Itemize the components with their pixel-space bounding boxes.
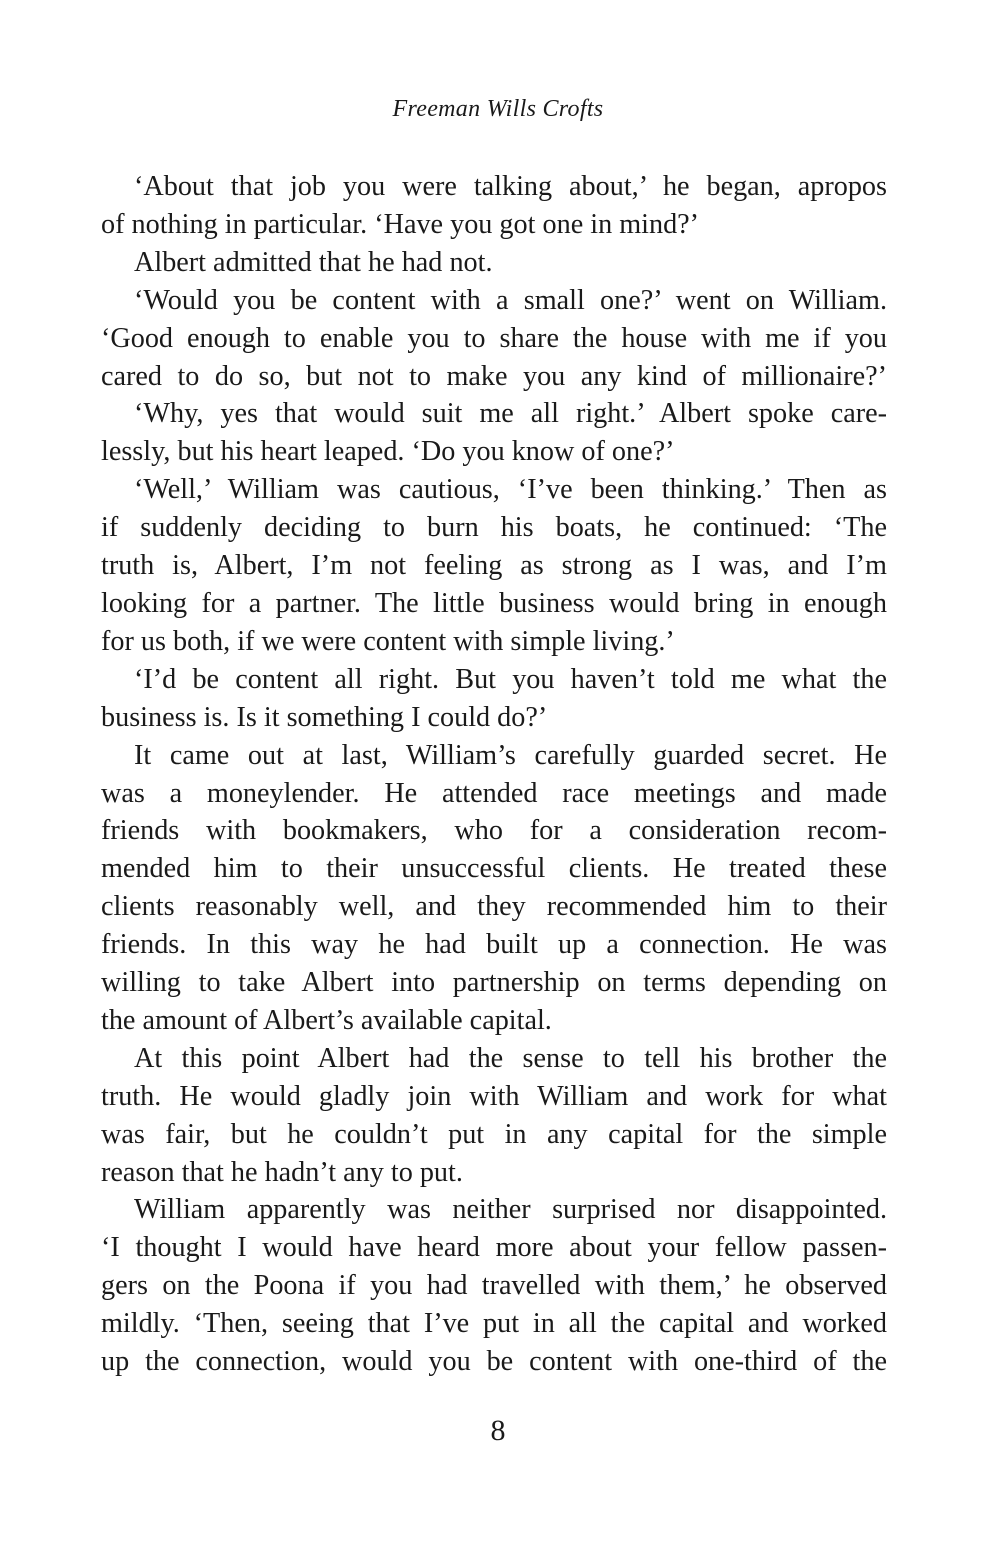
text-line: ‘Well,’ William was cautious, ‘I’ve been thinking.’ Then as	[134, 474, 887, 506]
text-line: of nothing in particular. ‘Have you got one in mind?’	[101, 208, 700, 240]
text-line: ‘I’d be content all right. But you haven’t told me what the	[134, 663, 887, 695]
text-line: ‘Would you be content with a small one?’ went on William.	[134, 284, 887, 316]
text-line: cared to do so, but not to make you any kind of millionaire?’	[101, 360, 887, 392]
text-line: truth is, Albert, I’m not feeling as strong as I was, and I’m	[101, 550, 887, 582]
text-line: Albert admitted that he had not.	[134, 246, 493, 278]
text-line: ‘I thought I would have heard more about your fellow passen-	[101, 1232, 887, 1264]
text-line: friends with bookmakers, who for a consideration recom-	[101, 815, 887, 847]
text-line: if suddenly deciding to burn his boats, he continued: ‘The	[101, 512, 887, 544]
text-line: clients reasonably well, and they recommended him to their	[101, 891, 887, 923]
text-line: looking for a partner. The little business would bring in enough	[101, 587, 887, 619]
text-line: ‘Why, yes that would suit me all right.’ Albert spoke care-	[134, 398, 887, 430]
text-line: ‘Good enough to enable you to share the house with me if you	[101, 322, 887, 354]
text-line: truth. He would gladly join with William and work for what	[101, 1080, 887, 1112]
text-line: mildly. ‘Then, seeing that I’ve put in all the capital and worked	[101, 1308, 887, 1340]
text-line: mended him to their unsuccessful clients. He treated these	[101, 853, 887, 885]
text-line: the amount of Albert’s available capital.	[101, 1004, 552, 1036]
text-line: for us both, if we were content with simple living.’	[101, 625, 675, 657]
page-number: 8	[490, 1414, 506, 1447]
text-line: business is. Is it something I could do?’	[101, 701, 548, 733]
text-line: willing to take Albert into partnership on terms depending on	[101, 967, 887, 999]
text-line: reason that he hadn’t any to put.	[101, 1156, 463, 1188]
text-line: At this point Albert had the sense to tell his brother the	[134, 1042, 887, 1074]
text-line: gers on the Poona if you had travelled with them,’ he observed	[101, 1270, 887, 1302]
text-line: was fair, but he couldn’t put in any capital for the simple	[101, 1118, 887, 1150]
text-line: was a moneylender. He attended race meetings and made	[101, 777, 887, 809]
text-line: William apparently was neither surprised nor disappointed.	[134, 1194, 887, 1226]
text-line: It came out at last, William’s carefully guarded secret. He	[134, 739, 887, 771]
body-text	[101, 168, 887, 1381]
text-line: lessly, but his heart leaped. ‘Do you know of one?’	[101, 436, 675, 468]
text-line: up the connection, would you be content with one-third of the	[101, 1346, 887, 1378]
running-head: Freeman Wills Crofts	[392, 96, 604, 122]
text-line: ‘About that job you were talking about,’ he began, apropos	[134, 171, 887, 202]
text-line: friends. In this way he had built up a connection. He was	[101, 929, 887, 961]
